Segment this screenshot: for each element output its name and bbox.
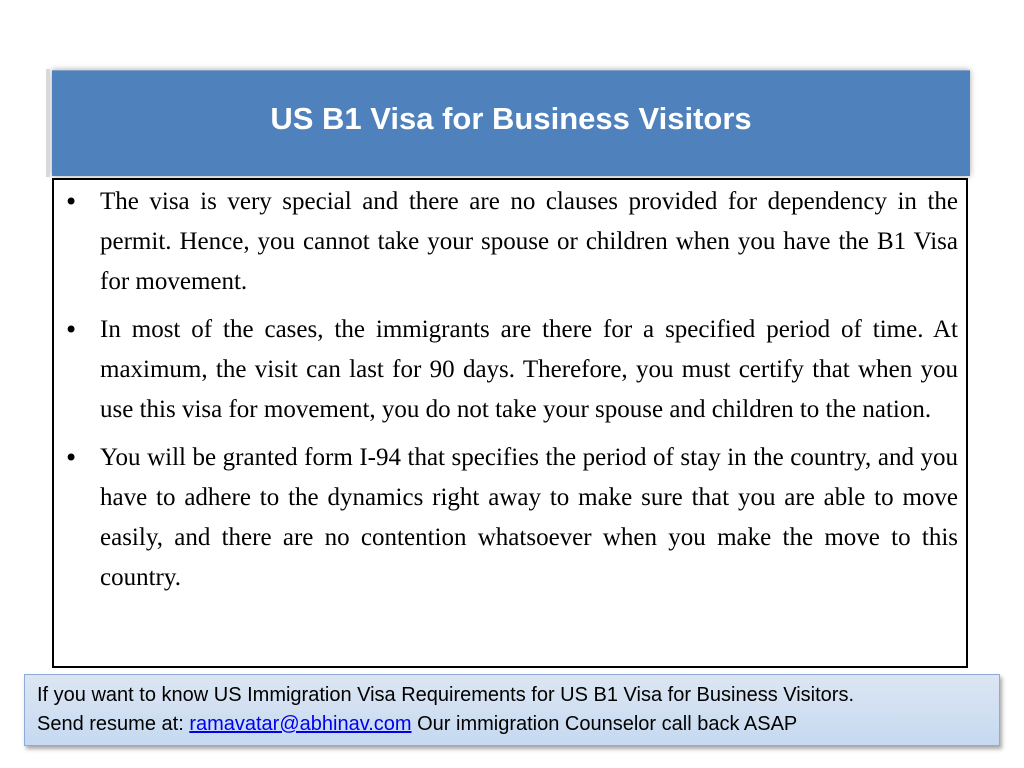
- bullet-text: The visa is very special and there are no clauses provided for dependency in the permit. Hence, you cannot take your spouse or children when you have the B1 Visa for movement.: [100, 188, 958, 295]
- footer-contact-box: [24, 674, 1000, 746]
- bullet-text: You will be granted form I-94 that specifies the period of stay in the country, and you have to adhere to the dynamics right away to make sure that you are able to move easily, and there are no contention whatsoever when you make the move to this country.: [100, 444, 958, 591]
- slide-title: US B1 Visa for Business Visitors: [270, 101, 752, 136]
- bullet-list: [54, 182, 966, 598]
- slide-title-bar: [52, 70, 970, 176]
- email-link[interactable]: ramavatar@abhinav.com: [189, 713, 412, 735]
- bullet-item: [54, 310, 966, 430]
- footer-line-2: [37, 710, 987, 739]
- bullet-icon: •: [64, 188, 79, 216]
- footer-line-1: If you want to know US Immigration Visa Requirements for US B1 Visa for Business Visitors.: [37, 684, 855, 706]
- footer-callback-text: Our immigration Counselor call back ASAP: [411, 713, 798, 735]
- bullet-icon: •: [64, 444, 79, 472]
- bullet-icon: •: [64, 316, 79, 344]
- bullet-item: [54, 182, 966, 302]
- content-box: [52, 178, 968, 668]
- bullet-item: [54, 438, 966, 598]
- footer-send-label: Send resume at:: [37, 713, 190, 735]
- bullet-text: In most of the cases, the immigrants are there for a specified period of time. At maximum, the visit can last for 90 days. Therefore, you must certify that when you use this visa for movement, you do not take your spouse and children to the nation.: [100, 316, 958, 423]
